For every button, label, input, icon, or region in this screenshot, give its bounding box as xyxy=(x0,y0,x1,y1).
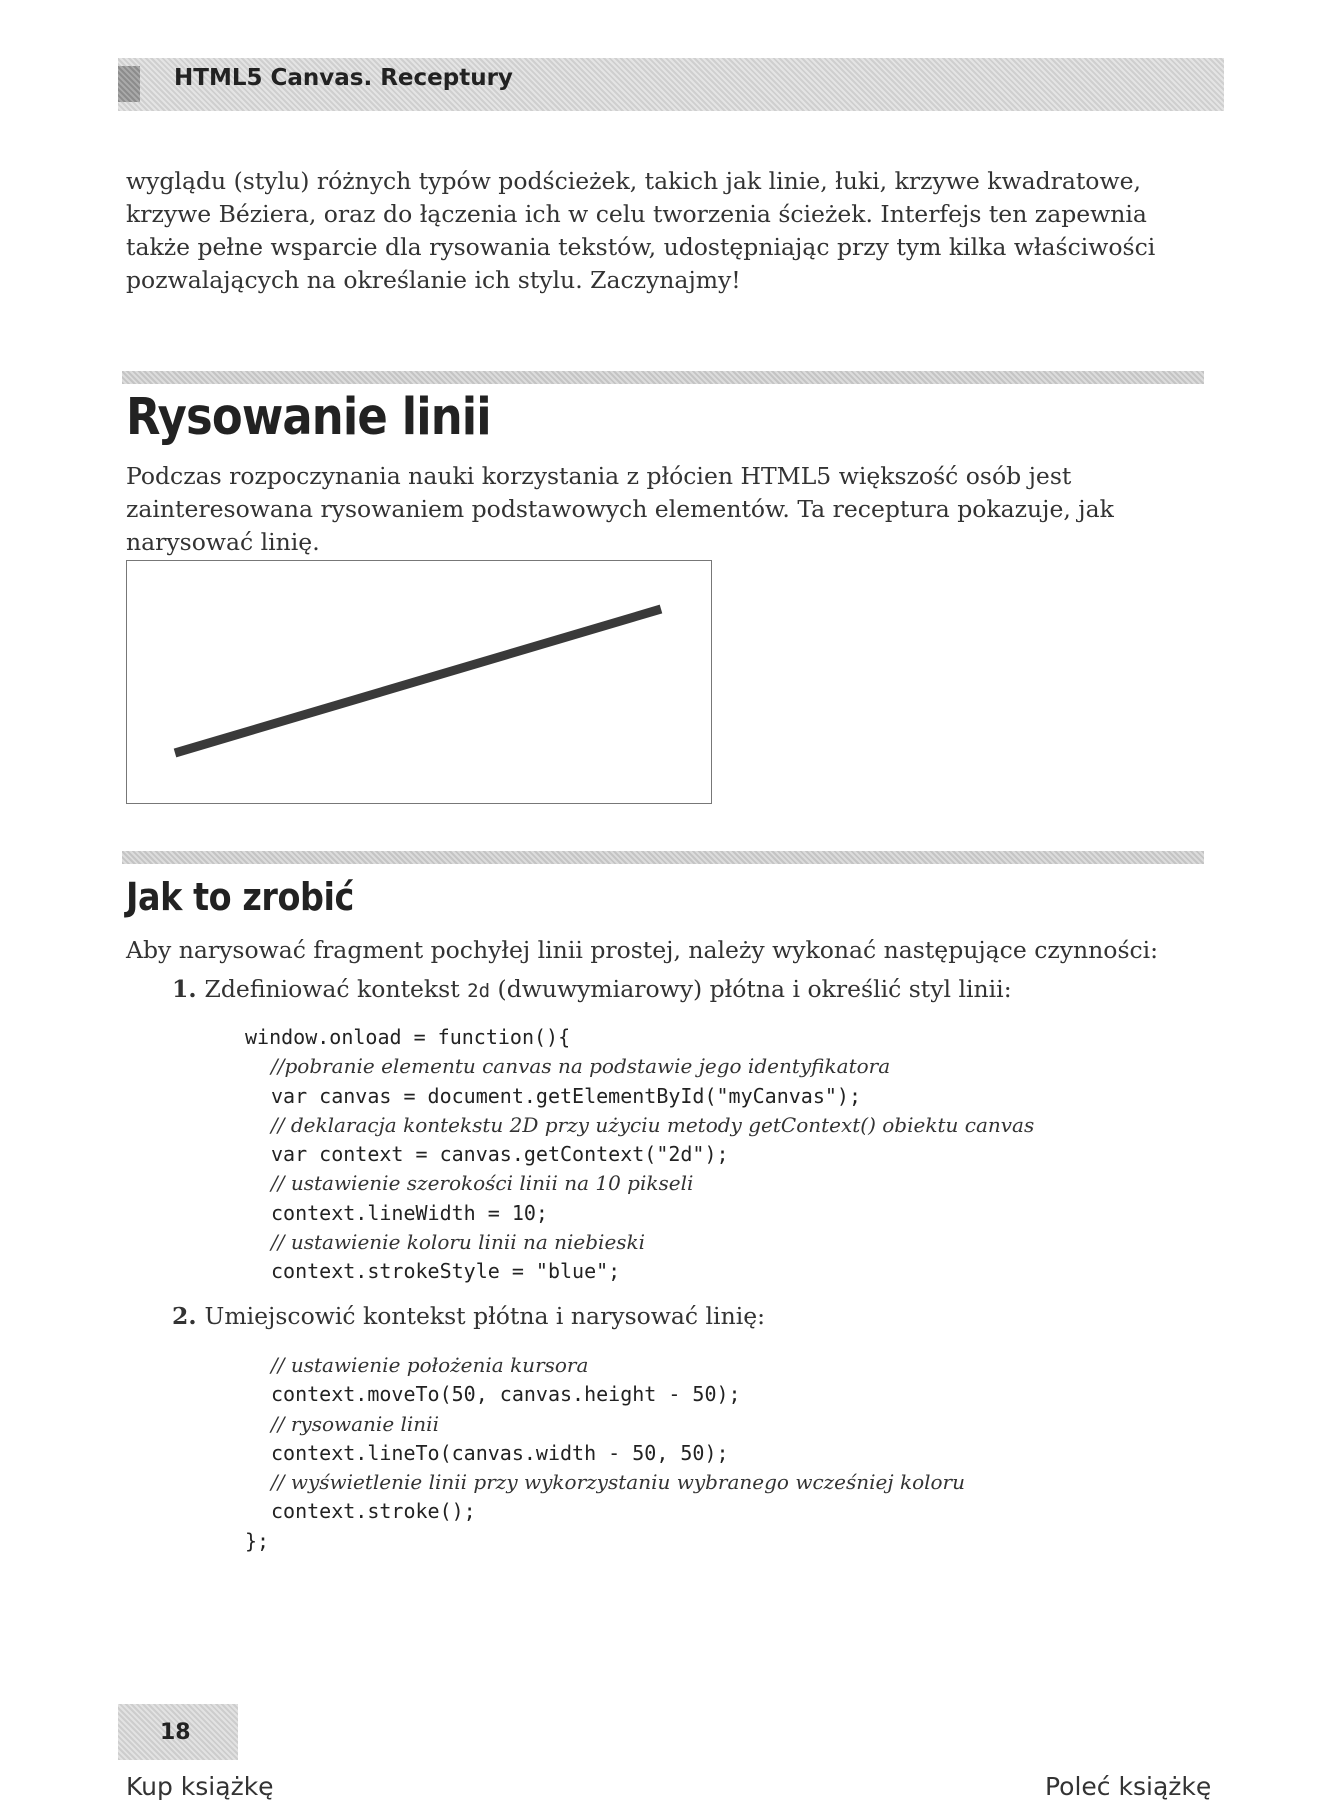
step-text: Zdefiniować kontekst xyxy=(204,975,460,1003)
subsection-title: Jak to zrobić xyxy=(126,875,354,919)
code-comment: // wyświetlenie linii przy wykorzystaniu wybranego wcześniej koloru xyxy=(271,1470,965,1495)
code-line: context.lineWidth = 10; xyxy=(271,1200,548,1225)
code-line: }; xyxy=(245,1528,270,1553)
step-number: 2. xyxy=(172,1302,197,1330)
code-comment: // rysowanie linii xyxy=(271,1411,439,1436)
section-paragraph: Podczas rozpoczynania nauki korzystania z płócien HTML5 większość osób jest zainteresowana rysowaniem podstawowych elementów. Ta receptura pokazuje, jak narysować linię. xyxy=(126,462,1114,556)
code-block-1 xyxy=(245,1023,1034,1287)
page-header xyxy=(118,58,1224,111)
step-1 xyxy=(172,973,1012,1008)
step-text: Umiejscowić kontekst płótna i narysować linię: xyxy=(204,1302,766,1330)
code-line: context.strokeStyle = "blue"; xyxy=(271,1259,621,1284)
drawn-line xyxy=(175,609,661,753)
code-block-2 xyxy=(245,1351,965,1556)
code-line: context.stroke(); xyxy=(271,1499,476,1524)
step-2 xyxy=(172,1300,765,1333)
section-rule xyxy=(122,371,1204,384)
page-number-box xyxy=(118,1704,238,1760)
code-line: window.onload = function(){ xyxy=(245,1025,571,1049)
step-text: (dwuwymiarowy) płótna i określić styl linii: xyxy=(497,975,1012,1003)
subsection-rule xyxy=(122,851,1204,864)
intro-paragraph: wyglądu (stylu) różnych typów podścieżek, takich jak linie, łuki, krzywe kwadratowe, krzywe Béziera, oraz do łączenia ich w celu tworzenia ścieżek. Interfejs ten zapewnia także pełne wsparcie dla rysowania tekstów, udostępniając przy tym kilka właściwości pozwalających na określanie ich stylu. Zaczynajmy! xyxy=(126,167,1156,294)
code-comment: // ustawienie położenia kursora xyxy=(271,1353,589,1377)
line-drawing xyxy=(127,561,711,803)
code-line: context.lineTo(canvas.width - 50, 50); xyxy=(271,1440,729,1465)
header-tab-marker xyxy=(118,66,140,102)
section-title: Rysowanie linii xyxy=(126,388,491,447)
code-comment: // ustawienie szerokości linii na 10 pikseli xyxy=(271,1171,694,1196)
canvas-figure xyxy=(126,560,712,804)
code-comment: // ustawienie koloru linii na niebieski xyxy=(271,1230,646,1255)
subsection-paragraph: Aby narysować fragment pochyłej linii prostej, należy wykonać następujące czynności: xyxy=(126,936,1159,964)
step-number: 1. xyxy=(172,975,197,1003)
code-comment: //pobranie elementu canvas na podstawie jego identyfikatora xyxy=(271,1054,891,1079)
code-line: var context = canvas.getContext("2d"); xyxy=(271,1142,729,1167)
code-comment: // deklaracja kontekstu 2D przy użyciu metody getContext() obiektu canvas xyxy=(271,1112,1035,1137)
inline-code: 2d xyxy=(467,980,491,1002)
code-line: context.moveTo(50, canvas.height - 50); xyxy=(271,1382,741,1407)
recommend-book-link[interactable]: Poleć książkę xyxy=(1045,1772,1212,1801)
book-title: HTML5 Canvas. Receptury xyxy=(174,65,513,91)
buy-book-link[interactable]: Kup książkę xyxy=(126,1772,274,1801)
code-line: var canvas = document.getElementById("myCanvas"); xyxy=(271,1083,862,1108)
page-number: 18 xyxy=(160,1720,191,1745)
